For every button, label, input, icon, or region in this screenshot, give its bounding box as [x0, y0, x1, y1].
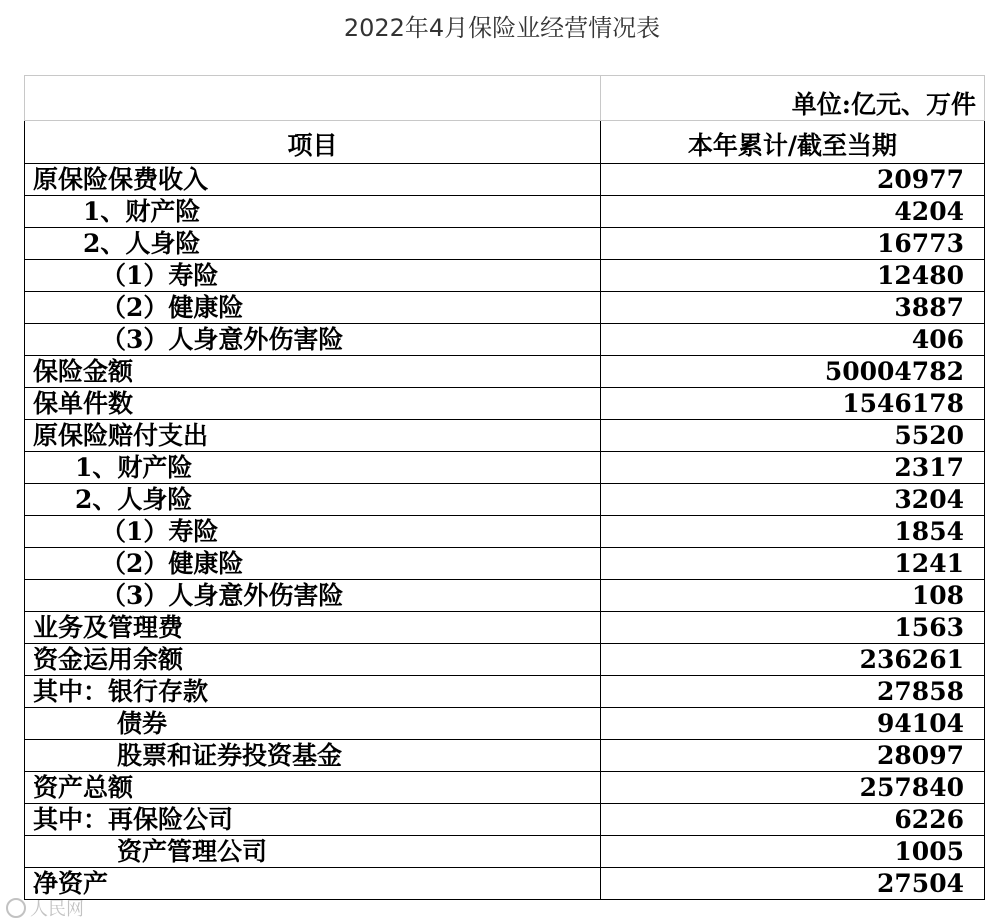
- row-label: 股票和证券投资基金: [25, 740, 601, 772]
- row-label: 其中：银行存款: [25, 676, 601, 708]
- table-row: [25, 196, 985, 228]
- table-row: [25, 772, 985, 804]
- table-row: [25, 516, 985, 548]
- table-row: [25, 452, 985, 484]
- unit-label: 单位:亿元、万件: [601, 76, 985, 121]
- table-row: [25, 292, 985, 324]
- table-row: [25, 324, 985, 356]
- row-value: 3204: [601, 484, 985, 516]
- table-row: [25, 740, 985, 772]
- row-label: 净资产: [25, 868, 601, 900]
- row-value: 1546178: [601, 388, 985, 420]
- row-value: 108: [601, 580, 985, 612]
- row-label: 1、财产险: [25, 196, 601, 228]
- row-value: 27858: [601, 676, 985, 708]
- row-label: （3）人身意外伤害险: [25, 580, 601, 612]
- row-value: 20977: [601, 164, 985, 196]
- row-value: 94104: [601, 708, 985, 740]
- table-row: [25, 708, 985, 740]
- row-label: 2、人身险: [25, 484, 601, 516]
- row-label: 债券: [25, 708, 601, 740]
- header-value: 本年累计/截至当期: [601, 121, 985, 164]
- row-value: 2317: [601, 452, 985, 484]
- row-value: 12480: [601, 260, 985, 292]
- watermark-logo-icon: [6, 898, 26, 918]
- table-row: [25, 676, 985, 708]
- row-label: 保险金额: [25, 356, 601, 388]
- table-row: [25, 868, 985, 900]
- row-value: 257840: [601, 772, 985, 804]
- row-label: 保单件数: [25, 388, 601, 420]
- header-item: 项目: [25, 121, 601, 164]
- row-label: 原保险赔付支出: [25, 420, 601, 452]
- row-value: 3887: [601, 292, 985, 324]
- row-label: 2、人身险: [25, 228, 601, 260]
- row-label: 业务及管理费: [25, 612, 601, 644]
- row-value: 6226: [601, 804, 985, 836]
- table-row: [25, 804, 985, 836]
- row-value: 28097: [601, 740, 985, 772]
- row-value: 236261: [601, 644, 985, 676]
- row-value: 1241: [601, 548, 985, 580]
- table-row: [25, 836, 985, 868]
- row-label: （3）人身意外伤害险: [25, 324, 601, 356]
- row-label: 资产总额: [25, 772, 601, 804]
- row-label: （2）健康险: [25, 548, 601, 580]
- row-value: 1005: [601, 836, 985, 868]
- table-row: [25, 228, 985, 260]
- row-value: 5520: [601, 420, 985, 452]
- table-row: [25, 420, 985, 452]
- row-label: 资金运用余额: [25, 644, 601, 676]
- unit-row: [25, 76, 985, 121]
- row-label: 其中：再保险公司: [25, 804, 601, 836]
- row-label: （1）寿险: [25, 516, 601, 548]
- table-row: [25, 580, 985, 612]
- row-value: 27504: [601, 868, 985, 900]
- insurance-report-table: [24, 75, 985, 900]
- table-row: [25, 484, 985, 516]
- row-value: 50004782: [601, 356, 985, 388]
- table-row: [25, 164, 985, 196]
- watermark: [6, 895, 84, 921]
- watermark-text: 人民网: [30, 899, 84, 920]
- unit-row-blank-cell: [25, 76, 601, 121]
- row-value: 16773: [601, 228, 985, 260]
- table-row: [25, 260, 985, 292]
- table-row: [25, 356, 985, 388]
- row-value: 1854: [601, 516, 985, 548]
- header-row: [25, 121, 985, 164]
- row-value: 1563: [601, 612, 985, 644]
- table-row: [25, 388, 985, 420]
- table-row: [25, 612, 985, 644]
- table-row: [25, 644, 985, 676]
- row-value: 4204: [601, 196, 985, 228]
- page-title: 2022年4月保险业经营情况表: [343, 14, 661, 42]
- row-label: 1、财产险: [25, 452, 601, 484]
- row-label: 资产管理公司: [25, 836, 601, 868]
- row-label: 原保险保费收入: [25, 164, 601, 196]
- row-label: （1）寿险: [25, 260, 601, 292]
- table-row: [25, 548, 985, 580]
- row-value: 406: [601, 324, 985, 356]
- row-label: （2）健康险: [25, 292, 601, 324]
